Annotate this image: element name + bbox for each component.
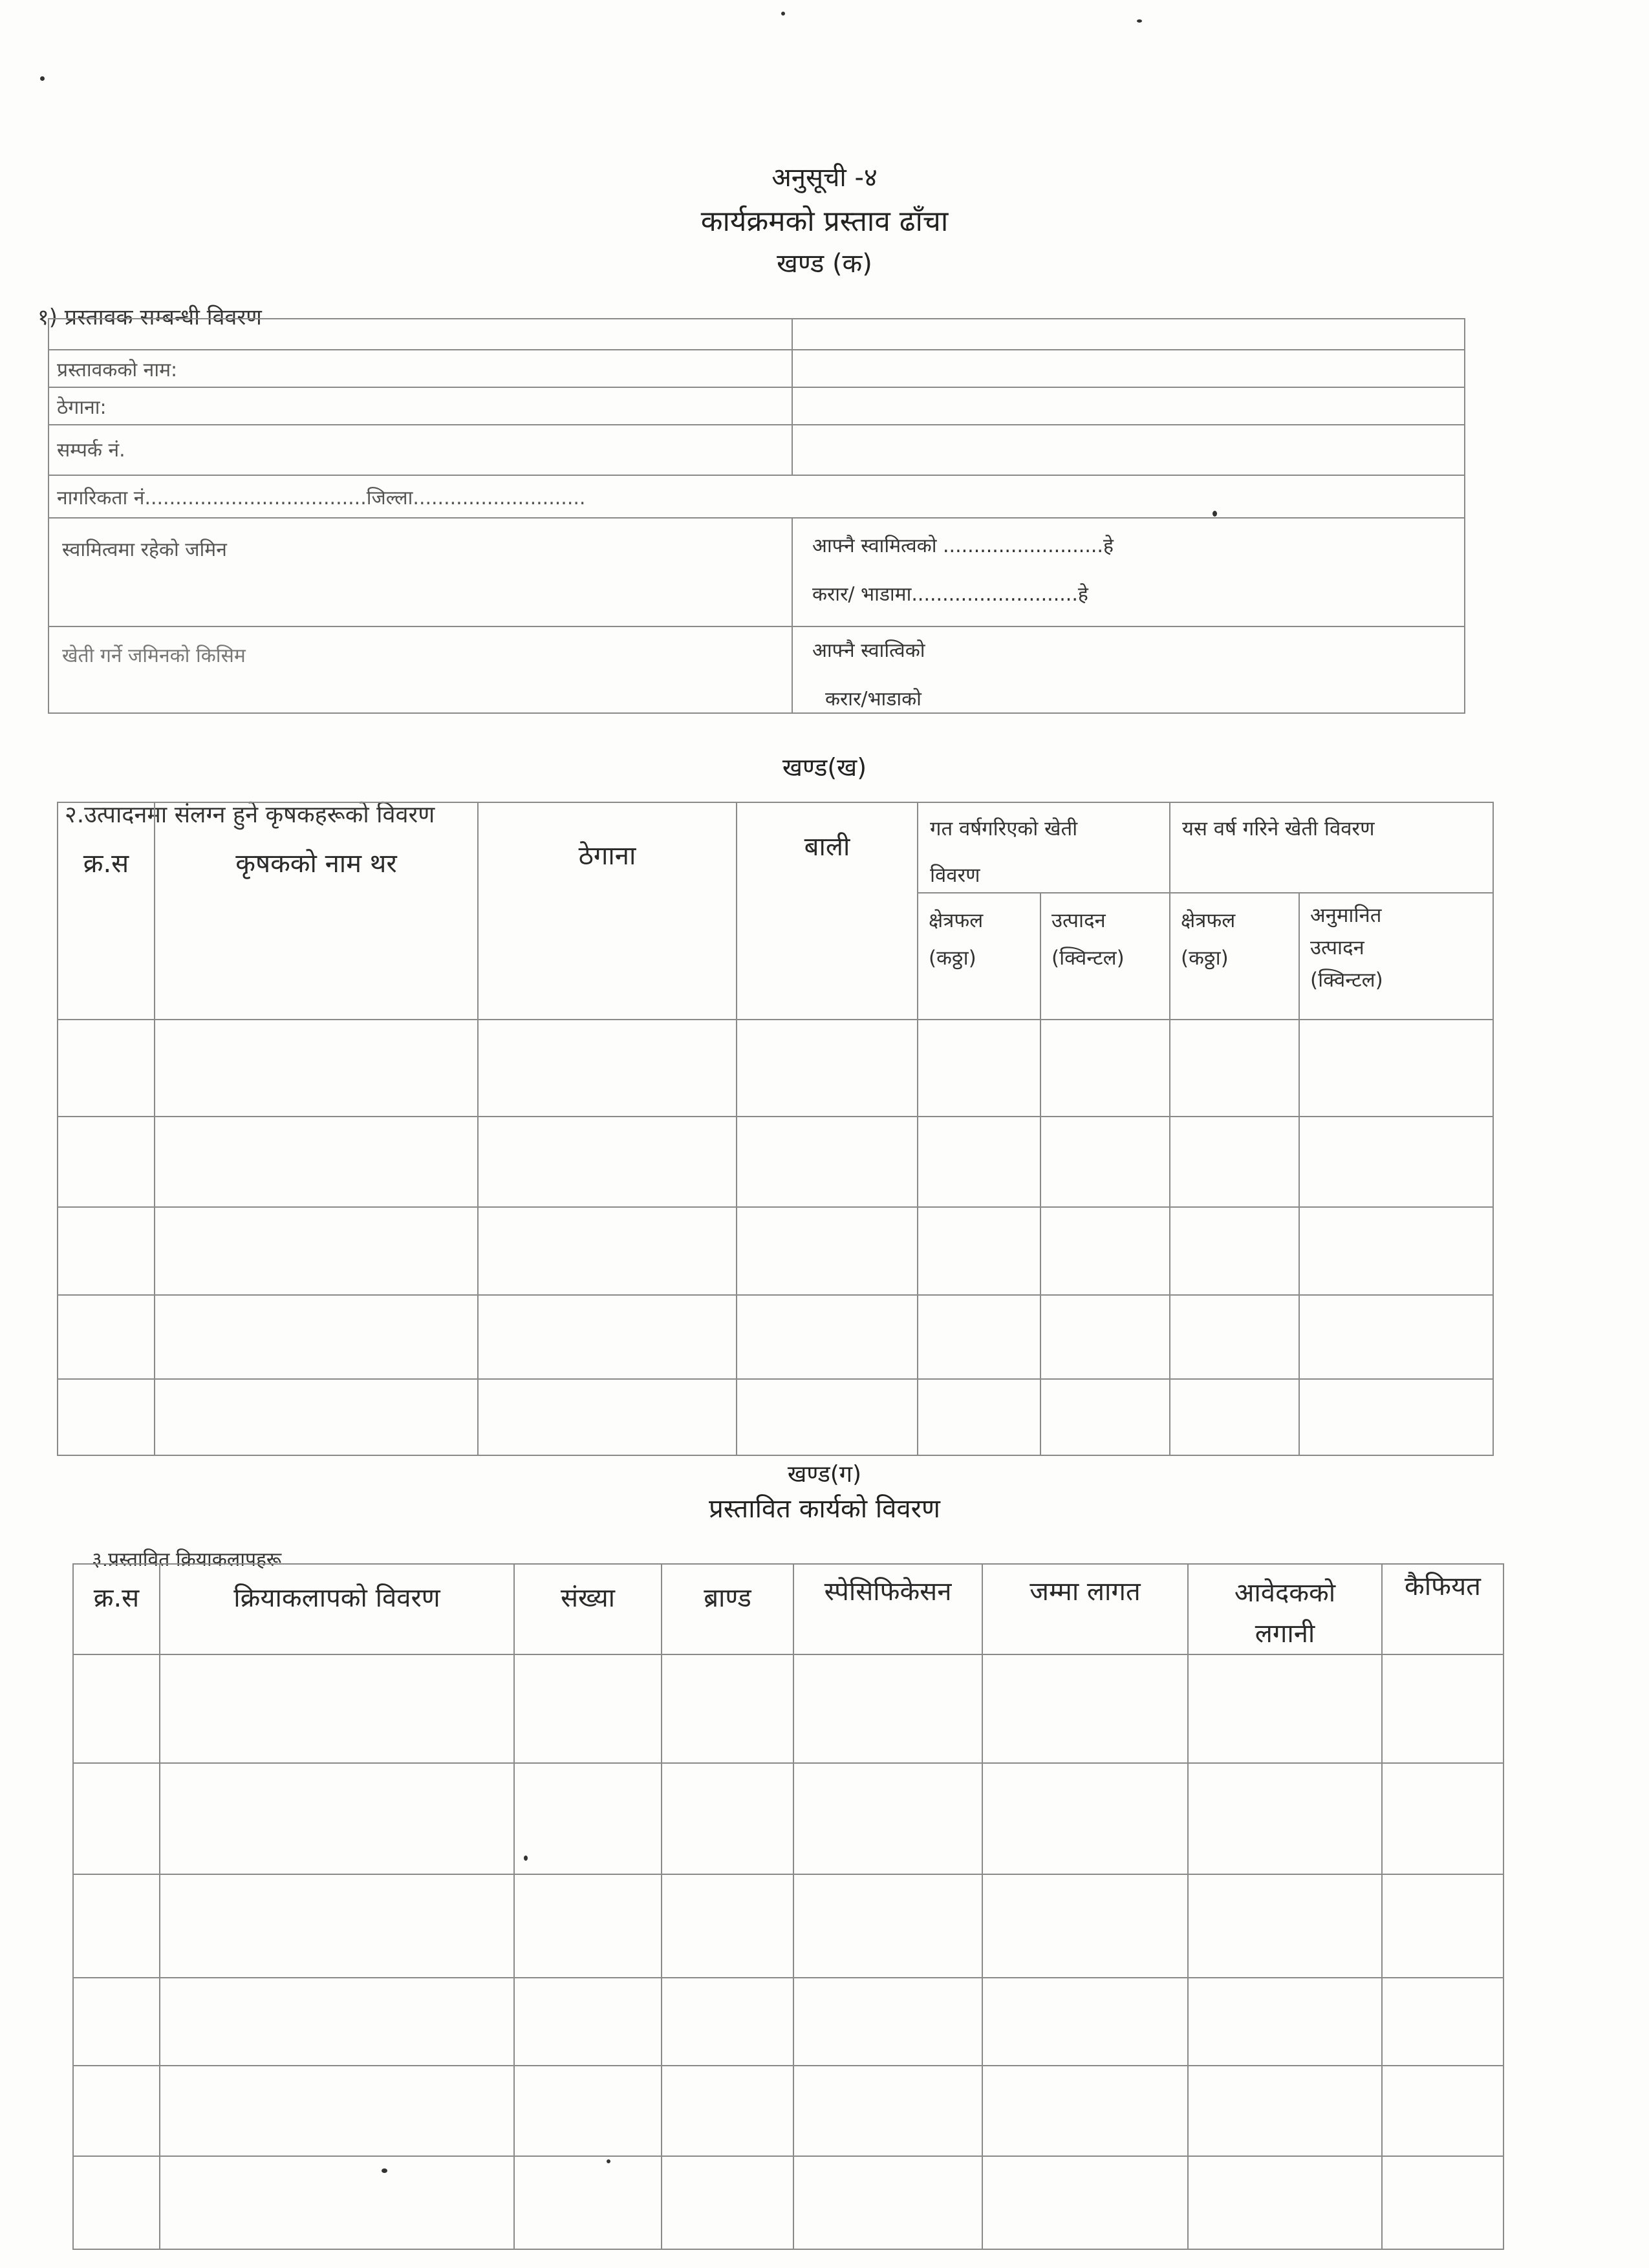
table-cell[interactable] [1170,1379,1299,1455]
header-prod-1-label: उत्पादन [1051,909,1106,932]
table-cell[interactable] [58,1117,155,1207]
header-est-prod-label: अनुमानित [1310,904,1382,927]
table-cell[interactable] [793,2066,982,2156]
table-cell[interactable] [662,1978,793,2066]
table-cell[interactable] [1170,1295,1299,1379]
table-cell[interactable] [155,1207,478,1295]
table-cell[interactable] [160,1763,514,1874]
header-brand-label: ब्राण्ड [704,1583,751,1613]
address-field[interactable] [792,387,1465,425]
table-cell[interactable] [662,1763,793,1874]
section-c-subtitle: प्रस्तावित कार्यको विवरण [709,1494,940,1524]
section-c-title: खण्ड(ग) [787,1461,862,1488]
table-cell[interactable] [478,1207,737,1295]
header-est-prod [1299,893,1493,1020]
header-spec-label: स्पेसिफिकेसन [824,1577,952,1607]
table-cell[interactable] [1170,1207,1299,1295]
table-cell[interactable] [160,2156,514,2249]
table-cell[interactable] [1382,2066,1503,2156]
table-cell[interactable] [58,1295,155,1379]
table-cell[interactable] [982,2156,1188,2249]
table-row [73,1763,1503,1874]
table-row [73,1874,1503,1978]
header-prod-1-unit: (क्विन्टल) [1051,947,1125,970]
table-cell[interactable] [73,2156,160,2249]
table-cell[interactable] [155,1379,478,1455]
header-applicant-label: आवेदकको [1234,1578,1336,1608]
table-cell[interactable] [1299,1117,1493,1207]
owned-land-options [792,518,1465,626]
header-address-label: ठेगाना [578,841,636,871]
table-cell[interactable] [737,1295,918,1379]
header-last-year-label-2: विवरण [930,864,980,887]
proposer-name-label: प्रस्तावकको नाम: [57,359,178,381]
scan-speck [382,2168,387,2173]
table-cell[interactable] [478,1117,737,1207]
table-row [58,1295,1493,1379]
table-row [73,2156,1503,2249]
header-farmer-name [155,802,478,1020]
header-this-year-label: यस वर्ष गरिने खेती विवरण [1182,817,1375,840]
scan-speck [781,12,785,16]
scan-speck [1137,19,1142,23]
table-row [73,1654,1503,1763]
header-remarks [1382,1564,1503,1654]
header-sn [73,1564,160,1654]
contact-label: सम्पर्क नं. [57,439,125,462]
address-label-cell [48,387,792,425]
own-ownership-line-2: आफ्नै स्वात्विको [812,639,925,662]
header-area-1-unit: (कठ्ठा) [929,947,976,970]
header-est-prod-label-2: उत्पादन [1310,936,1364,959]
citizenship-row [48,475,1465,518]
header-area-2-unit: (कठ्ठा) [1181,947,1229,970]
scan-speck [607,2159,610,2163]
contact-label-cell [48,425,792,475]
table-cell[interactable] [73,2066,160,2156]
table-cell[interactable] [160,1874,514,1978]
header-total-cost [982,1564,1188,1654]
section-b-title: खण्ड(ख) [782,753,867,782]
table-cell[interactable] [1170,1117,1299,1207]
table-cell[interactable] [1188,2066,1382,2156]
farmer-details-table [57,802,1494,1456]
table-cell[interactable] [1188,1763,1382,1874]
header-sn [58,802,155,1020]
header-this-year [1170,802,1493,893]
header-area-1 [918,893,1040,1020]
table-cell[interactable] [478,1379,737,1455]
header-brand [662,1564,793,1654]
table-cell[interactable] [1299,1295,1493,1379]
table-cell[interactable] [514,1874,662,1978]
table-cell[interactable] [1382,1874,1503,1978]
table-cell[interactable] [514,1978,662,2066]
table-cell[interactable] [73,1874,160,1978]
table-cell[interactable] [1299,1207,1493,1295]
table-cell[interactable] [1188,1874,1382,1978]
table-cell[interactable] [58,1020,155,1117]
table-cell[interactable] [58,1207,155,1295]
table-cell[interactable] [1382,1978,1503,2066]
table-cell[interactable] [1299,1020,1493,1117]
table-row [58,1379,1493,1455]
header-spec [793,1564,982,1654]
table-cell[interactable] [792,319,1465,350]
own-ownership-line: आफ्नै स्वामित्वको ..........................हे [812,535,1114,557]
header-farmer-name-label: कृषकको नाम थर [235,849,397,879]
address-label: ठेगाना: [57,396,107,419]
table-cell[interactable] [1382,1654,1503,1763]
part1-label: १) प्रस्तावक सम्बन्धी विवरण [38,305,262,330]
header-prod-1 [1040,893,1170,1020]
table-cell[interactable] [1040,1295,1170,1379]
header-total-cost-label: जम्मा लागत [1029,1577,1141,1607]
header-area-1-label: क्षेत्रफल [929,909,984,932]
header-crop [737,802,918,1020]
table-cell[interactable] [982,1874,1188,1978]
table-cell[interactable] [982,2066,1188,2156]
table-cell [48,319,792,350]
table-cell[interactable] [793,1978,982,2066]
table-row [58,1020,1493,1117]
part2-label: २.उत्पादनमा संलग्न हुने कृषकहरूको विवरण [65,802,435,828]
table-row [73,1978,1503,2066]
header-activity [160,1564,514,1654]
table-cell[interactable] [918,1117,1040,1207]
table-cell[interactable] [982,1763,1188,1874]
table-cell[interactable] [1170,1020,1299,1117]
part3-label: ३.प्रस्तावित क्रियाकलापहरू [92,1548,282,1571]
table-cell[interactable] [982,1978,1188,2066]
table-cell[interactable] [662,2066,793,2156]
table-cell[interactable] [1188,1654,1382,1763]
header-sn-label: क्र.स [93,1583,140,1613]
table-cell[interactable] [918,1379,1040,1455]
header-remarks-label: कैफियत [1405,1572,1481,1601]
header-sn-label: क्र.स [83,849,129,879]
table-cell[interactable] [514,1654,662,1763]
table-cell[interactable] [918,1020,1040,1117]
header-last-year-label: गत वर्षगरिएको खेती [930,817,1078,840]
table-cell[interactable] [1040,1379,1170,1455]
table-cell[interactable] [160,1978,514,2066]
scan-speck [524,1856,528,1861]
lease-line: करार/ भाडामा...........................हे [812,583,1088,606]
table-cell[interactable] [160,2066,514,2156]
contact-field[interactable] [792,425,1465,475]
table-cell[interactable] [793,1763,982,1874]
proposer-name-field[interactable] [792,350,1465,387]
table-cell[interactable] [662,2156,793,2249]
table-cell[interactable] [1040,1117,1170,1207]
table-cell[interactable] [155,1117,478,1207]
table-cell[interactable] [1188,1978,1382,2066]
table-cell[interactable] [1299,1379,1493,1455]
table-cell[interactable] [1040,1207,1170,1295]
lease-line-2: करार/भाडाको [825,688,921,711]
table-cell[interactable] [662,1654,793,1763]
table-cell[interactable] [514,2156,662,2249]
table-cell[interactable] [514,2066,662,2156]
header-crop-label: बाली [804,832,850,862]
table-cell[interactable] [58,1379,155,1455]
table-cell[interactable] [73,1763,160,1874]
header-last-year [918,802,1170,893]
table-cell[interactable] [514,1763,662,1874]
table-cell[interactable] [1040,1020,1170,1117]
table-cell[interactable] [155,1295,478,1379]
table-cell[interactable] [737,1207,918,1295]
scan-speck [1212,511,1217,517]
table-cell[interactable] [155,1020,478,1117]
proposer-details-table [48,318,1465,714]
table-cell[interactable] [918,1295,1040,1379]
header-applicant-investment [1188,1564,1382,1654]
table-cell[interactable] [478,1295,737,1379]
table-cell[interactable] [1188,2156,1382,2249]
scan-speck [40,76,45,81]
table-cell[interactable] [1382,1763,1503,1874]
header-area-2 [1170,893,1299,1020]
table-cell[interactable] [160,1654,514,1763]
owned-land-label: स्वामित्वमा रहेको जमिन [62,539,227,561]
table-cell[interactable] [478,1020,737,1117]
table-cell[interactable] [1382,2156,1503,2249]
header-quantity-label: संख्या [561,1583,615,1613]
table-cell[interactable] [737,1117,918,1207]
header-activity-label: क्रियाकलापको विवरण [233,1583,440,1613]
citizenship-label: नागरिकता नं....................................जिल्ला............................ [57,487,586,509]
section-a-title: खण्ड (क) [777,249,872,279]
table-row [73,2066,1503,2156]
activities-table [72,1563,1504,2250]
table-cell[interactable] [73,1978,160,2066]
proposer-name-label-cell [48,350,792,387]
table-cell[interactable] [793,1654,982,1763]
table-row [58,1117,1493,1207]
form-title: कार्यक्रमको प्रस्ताव ढाँचा [700,205,949,238]
header-applicant-label-2: लगानी [1255,1619,1315,1649]
table-cell[interactable] [73,1654,160,1763]
farm-land-type-label: खेती गर्ने जमिनको किसिम [62,645,246,667]
table-cell[interactable] [918,1207,1040,1295]
header-address [478,802,737,1020]
table-cell[interactable] [793,1874,982,1978]
table-cell[interactable] [737,1020,918,1117]
farm-land-type-options [792,626,1465,713]
table-cell[interactable] [662,1874,793,1978]
schedule-title: अनुसूची -४ [771,163,878,193]
owned-land-label-cell [48,518,792,626]
table-cell[interactable] [793,2156,982,2249]
table-row [58,1207,1493,1295]
table-cell[interactable] [737,1379,918,1455]
farm-land-type-label-cell [48,626,792,713]
table-cell[interactable] [982,1654,1188,1763]
header-quantity [514,1564,662,1654]
header-est-prod-unit: (क्विन्टल) [1310,968,1383,992]
header-area-2-label: क्षेत्रफल [1181,909,1236,932]
